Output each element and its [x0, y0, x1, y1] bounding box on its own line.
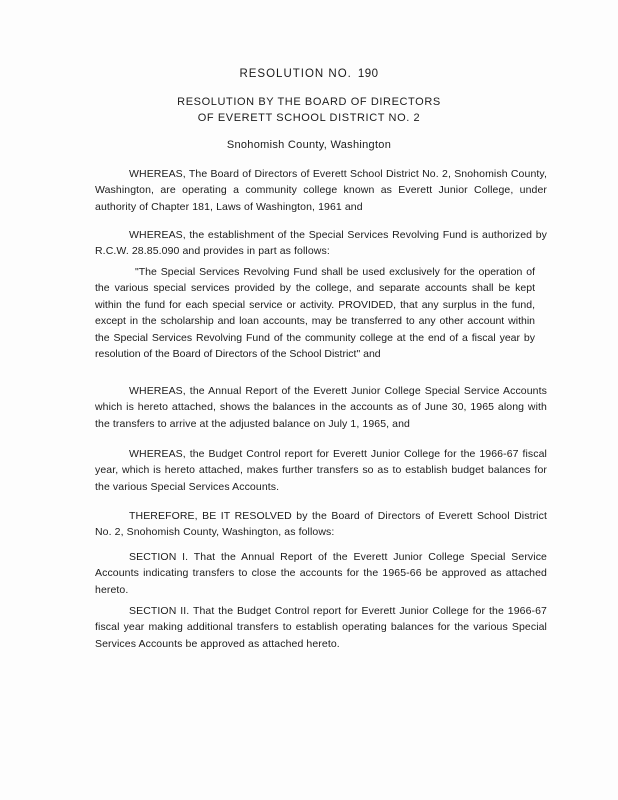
whereas-paragraph-1: WHEREAS, The Board of Directors of Everett School District No. 2, Snohomish County, Washington, are operating a community college known as Everett Junior College, under authority of Chapter 181, Laws of Washington, 1961 and [95, 168, 547, 213]
resolved-paragraph: THEREFORE, BE IT RESOLVED by the Board of Directors of Everett School District No. 2, Snohomish County, Washington, as follows: [95, 510, 547, 539]
resolution-title [0, 66, 618, 82]
subtitle-line-2: OF EVERETT SCHOOL DISTRICT NO. 2 [197, 112, 421, 124]
quoted-statute-paragraph: "The Special Services Revolving Fund shall be used exclusively for the operation of the various special services provided by the college, and separate accounts shall be kept within the fund for each special service or activity. PROVIDED, that any surplus in the fund, except in the scholarship and loan accounts, may be transferred to any other account within the Special Services Revolving Fund of the community college at the end of a fiscal year by resolution of the Board of Directors of the School District" and [95, 266, 535, 361]
county-line: Snohomish County, Washington [226, 139, 392, 151]
section-two-paragraph: SECTION II. That the Budget Control report for Everett Junior College for the 1966-67 fiscal year making additional transfers to establish operating balances for the various Special Services Accounts be approved as attached hereto. [95, 605, 547, 650]
whereas-paragraph-2: WHEREAS, the establishment of the Special Services Revolving Fund is authorized by R.C.W. 28.85.090 and provides in part as follows: [95, 229, 547, 258]
whereas-paragraph-4: WHEREAS, the Budget Control report for Everett Junior College for the 1966-67 fiscal year, which is hereto attached, makes further transfers so as to establish budget balances for the various Special Services Accounts. [95, 448, 547, 493]
section-one-paragraph: SECTION I. That the Annual Report of the Everett Junior College Special Service Accounts indicating transfers to close the accounts for the 1965-66 be approved as attached hereto. [95, 551, 547, 596]
subtitle-line-1: RESOLUTION BY THE BOARD OF DIRECTORS [177, 96, 441, 108]
resolution-label: RESOLUTION NO. [239, 68, 352, 80]
resolution-number: 190 [357, 68, 379, 80]
resolution-subtitle [0, 94, 618, 126]
whereas-paragraph-3: WHEREAS, the Annual Report of the Everett Junior College Special Service Accounts which is hereto attached, shows the balances in the accounts as of June 30, 1965 along with the transfers to arrive at the adjusted balance on July 1, 1965, and [95, 385, 547, 430]
